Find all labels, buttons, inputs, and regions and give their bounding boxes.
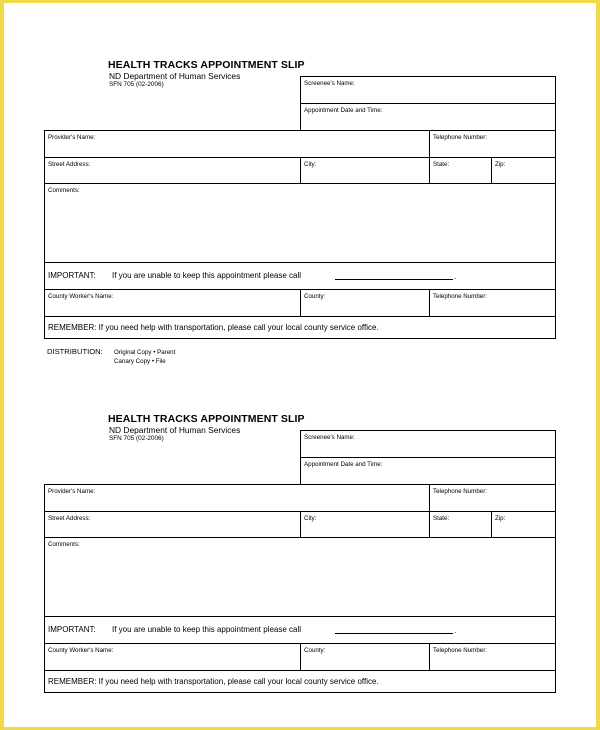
important-text: If you are unable to keep this appointment please call (112, 625, 302, 634)
city-label: City: (304, 161, 317, 168)
state-field[interactable] (429, 511, 491, 537)
county-worker-name-field[interactable] (44, 289, 300, 316)
department-name: ND Department of Human Services (109, 425, 241, 435)
comments-field[interactable] (44, 183, 556, 262)
county-label: County: (304, 647, 326, 654)
provider-telephone-field[interactable] (429, 484, 556, 511)
zip-field[interactable] (491, 157, 556, 183)
screenee-name-field[interactable] (300, 76, 556, 103)
important-end: . (454, 626, 457, 635)
county-telephone-field[interactable] (429, 289, 556, 316)
form-number: SFN 705 (02-2006) (109, 81, 164, 88)
important-row (44, 616, 556, 643)
state-label: State: (433, 161, 450, 168)
county-label: County: (304, 293, 326, 300)
remember-text: REMEMBER: If you need help with transportation, please call your local county service office. (48, 677, 379, 686)
county-field[interactable] (300, 643, 429, 670)
comments-field[interactable] (44, 537, 556, 616)
provider-telephone-label: Telephone Number: (433, 134, 488, 141)
distribution-canary: Canary Copy • File (114, 358, 166, 365)
street-address-field[interactable] (44, 511, 300, 537)
comments-label: Comments: (48, 187, 80, 194)
form-number: SFN 705 (02-2006) (109, 435, 164, 442)
state-field[interactable] (429, 157, 491, 183)
slip-title: HEALTH TRACKS APPOINTMENT SLIP (108, 59, 305, 71)
form-page (4, 3, 596, 727)
county-telephone-label: Telephone Number: (433, 647, 488, 654)
zip-field[interactable] (491, 511, 556, 537)
screenee-name-field[interactable] (300, 430, 556, 457)
important-text: If you are unable to keep this appointment please call (112, 271, 302, 280)
county-worker-name-label: County Worker's Name: (48, 293, 114, 300)
screenee-name-label: Screenee's Name: (304, 434, 355, 441)
remember-row (44, 316, 556, 339)
provider-name-field[interactable] (44, 130, 429, 157)
appointment-date-time-label: Appointment Date and Time: (304, 107, 383, 114)
slip-title: HEALTH TRACKS APPOINTMENT SLIP (108, 413, 305, 425)
county-worker-name-field[interactable] (44, 643, 300, 670)
state-label: State: (433, 515, 450, 522)
provider-name-field[interactable] (44, 484, 429, 511)
city-label: City: (304, 515, 317, 522)
county-telephone-label: Telephone Number: (433, 293, 488, 300)
provider-telephone-field[interactable] (429, 130, 556, 157)
county-telephone-field[interactable] (429, 643, 556, 670)
important-label: IMPORTANT: (48, 271, 96, 280)
provider-name-label: Provider's Name: (48, 488, 96, 495)
appointment-date-time-label: Appointment Date and Time: (304, 461, 383, 468)
remember-row (44, 670, 556, 693)
phone-blank-line[interactable] (335, 279, 453, 280)
county-worker-name-label: County Worker's Name: (48, 647, 114, 654)
department-name: ND Department of Human Services (109, 71, 241, 81)
distribution-label: DISTRIBUTION: (47, 347, 103, 356)
appointment-date-time-field[interactable] (300, 103, 556, 130)
provider-telephone-label: Telephone Number: (433, 488, 488, 495)
important-label: IMPORTANT: (48, 625, 96, 634)
distribution-original: Original Copy • Parent (114, 349, 176, 356)
comments-label: Comments: (48, 541, 80, 548)
county-field[interactable] (300, 289, 429, 316)
street-address-label: Street Address: (48, 161, 91, 168)
provider-name-label: Provider's Name: (48, 134, 96, 141)
city-field[interactable] (300, 511, 429, 537)
street-address-field[interactable] (44, 157, 300, 183)
screenee-name-label: Screenee's Name: (304, 80, 355, 87)
zip-label: Zip: (495, 515, 506, 522)
city-field[interactable] (300, 157, 429, 183)
appointment-date-time-field[interactable] (300, 457, 556, 484)
phone-blank-line[interactable] (335, 633, 453, 634)
street-address-label: Street Address: (48, 515, 91, 522)
important-end: . (454, 272, 457, 281)
important-row (44, 262, 556, 289)
zip-label: Zip: (495, 161, 506, 168)
remember-text: REMEMBER: If you need help with transportation, please call your local county service office. (48, 323, 379, 332)
